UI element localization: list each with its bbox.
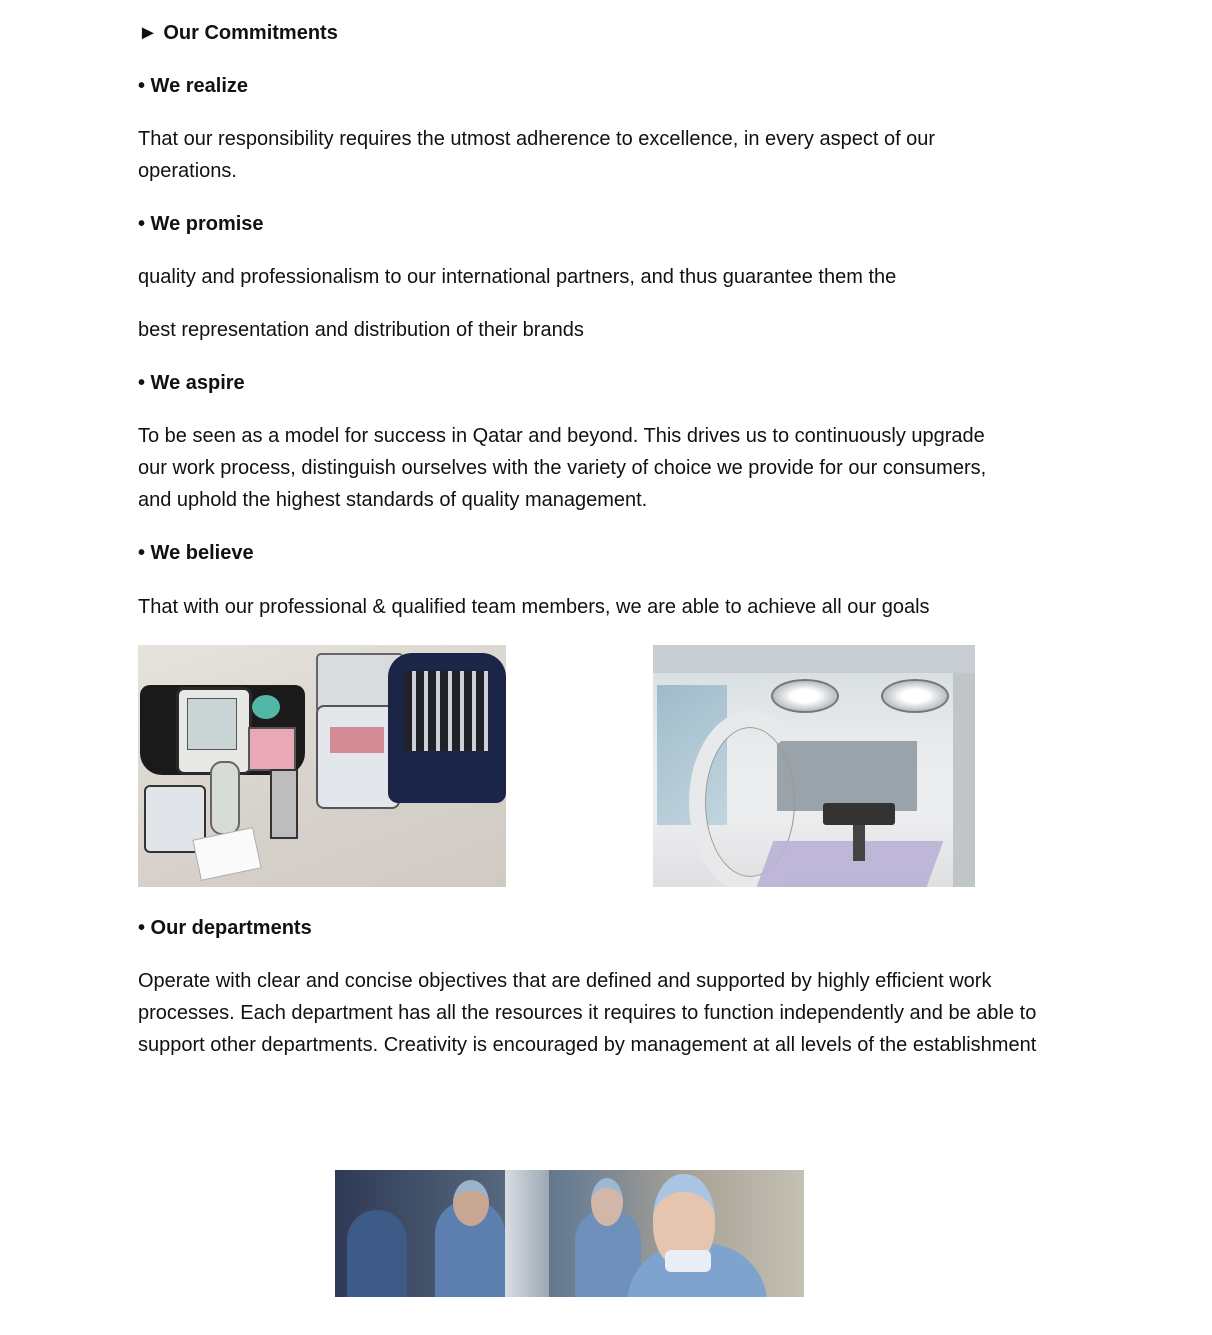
aspire-heading: • We aspire	[138, 372, 245, 394]
realize-heading: • We realize	[138, 75, 249, 97]
aspire-text: To be seen as a model for success in Qatar and beyond. This drives us to continuously upgrade our work process, distinguish ourselves with the variety of choice we provide for our consumers, and uphold the highest standards of quality management.	[138, 425, 987, 511]
medical-equipment-photo	[138, 645, 506, 887]
departments-text: Operate with clear and concise objectives that are defined and supported by highly efficient work processes. Each department has all the resources it requires to function independently and be able to support other departments. Creativity is encouraged by management at all levels of the establishment	[138, 970, 1037, 1056]
realize-text: That our responsibility requires the utmost adherence to excellence, in every aspect of our operations.	[138, 128, 936, 182]
promise-heading: • We promise	[138, 213, 264, 235]
believe-heading: • We believe	[138, 542, 254, 564]
believe-text: That with our professional & qualified team members, we are able to achieve all our goals	[138, 596, 930, 618]
promise-text-line-1: quality and professionalism to our international partners, and thus guarantee them the	[138, 266, 897, 288]
section-title: ► Our Commitments	[138, 22, 338, 44]
operating-room-photo	[653, 645, 975, 887]
promise-text-line-2: best representation and distribution of their brands	[138, 319, 584, 341]
departments-heading: • Our departments	[138, 917, 312, 939]
surgical-team-photo	[335, 1170, 804, 1297]
